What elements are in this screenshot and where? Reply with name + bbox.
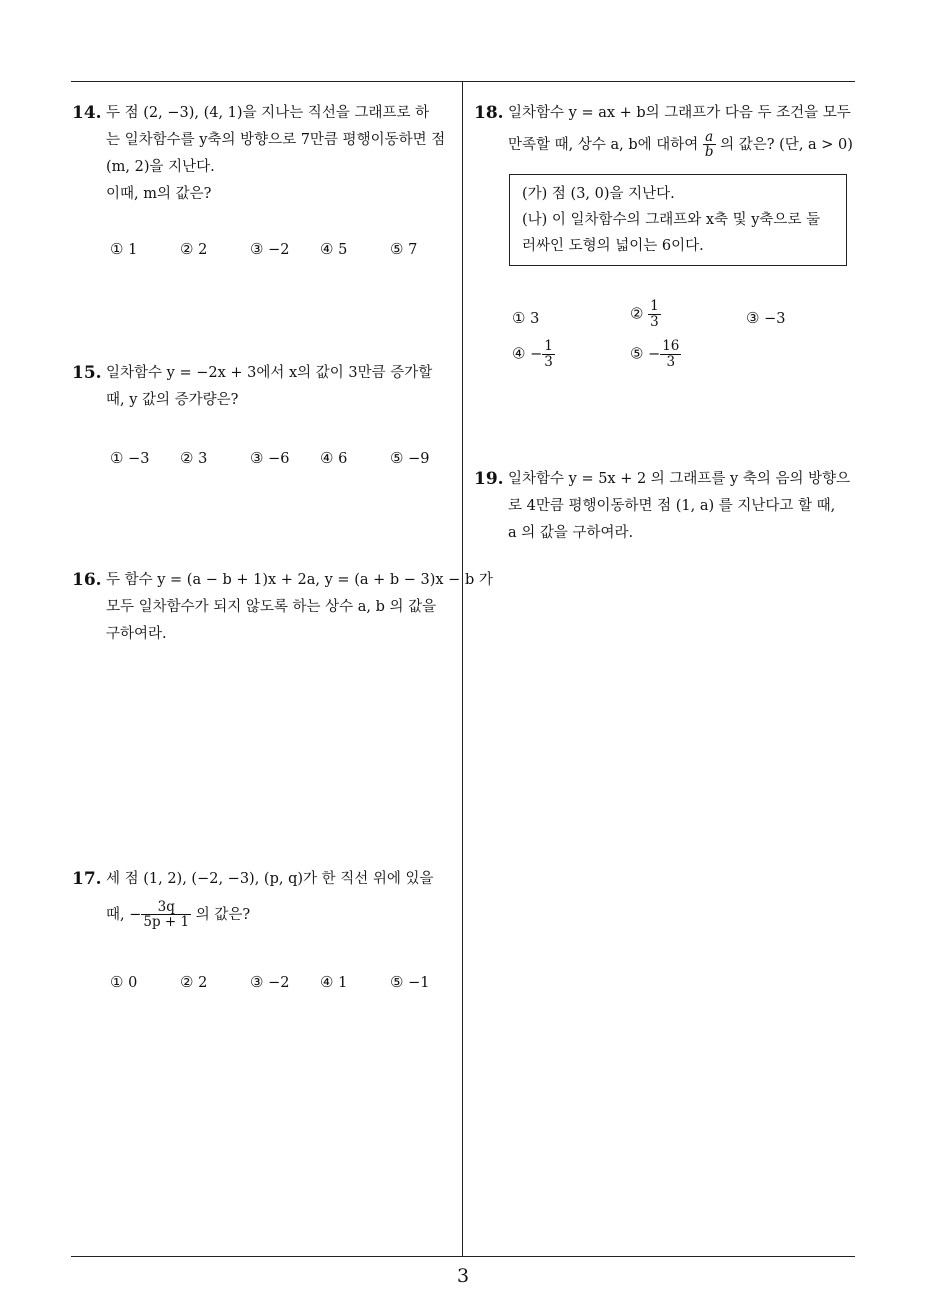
choice-1[interactable]: ① 0 [110,973,138,991]
problem-number: 17. [72,869,102,889]
problem-line: 이때, m의 값은? [106,186,212,202]
choice-5[interactable]: ⑤ −9 [390,449,430,467]
problem-line: 는 일차함수를 y축의 방향으로 7만큼 평행이동하면 점 [106,132,446,148]
problem-19 [474,466,864,547]
column-divider [462,82,463,1257]
fraction: $\frac{a}{b}$ [704,128,714,160]
problem-number: 14. [72,103,102,123]
choice-5[interactable]: ⑤ −1 [390,973,430,991]
fraction: $\frac{16}{3}$ [662,338,680,370]
fraction: $\frac{1}{3}$ [544,338,553,370]
problem-line: 만족할 때, 상수 a, b에 대하여 $\frac{a}{b}$ 의 값은? (단, a > 0) [508,128,853,160]
problem-line: a 의 값을 구하여라. [508,525,634,541]
choice-3[interactable]: ③ −3 [746,309,786,327]
choice-3[interactable]: ③ −6 [250,449,290,467]
choice-4[interactable]: ④ − $\frac{1}{3}$ [512,338,553,370]
bottom-rule [71,1256,855,1257]
problem-line: 구하여라. [106,626,167,642]
problem-line: 일차함수 y = 5x + 2 의 그래프를 y 축의 음의 방향으 [508,471,851,487]
fraction: $\frac{1}{3}$ [650,298,659,330]
conditions-box [509,174,847,266]
problem-line: 로 4만큼 평행이동하면 점 (1, a) 를 지난다고 할 때, [508,498,836,514]
choice-2[interactable]: ② 3 [180,449,208,467]
fraction: $\frac{3q}{5p + 1}$ [143,898,190,930]
problem-17 [72,866,462,935]
problem-line: 일차함수 y = −2x + 3에서 x의 값이 3만큼 증가할 [106,365,433,381]
problem-number: 16. [72,570,102,590]
page-number: 3 [456,1265,470,1287]
choice-4[interactable]: ④ 6 [320,449,348,467]
problem-15 [72,360,462,414]
problem-number: 18. [474,103,504,123]
problem-line: 모두 일차함수가 되지 않도록 하는 상수 a, b 의 값을 [106,599,437,615]
choice-1[interactable]: ① 3 [512,309,540,327]
choice-2[interactable]: ② $\frac{1}{3}$ [630,298,659,330]
condition-na: (나) 이 일차함수의 그래프와 x축 및 y축으로 둘 [522,212,821,228]
top-rule [71,81,855,82]
problem-line: 때, y 값의 증가량은? [106,392,239,408]
problem-line: 때, − $\frac{3q}{5p + 1}$ 의 값은? [106,898,251,930]
problem-number: 19. [474,469,504,489]
choice-4[interactable]: ④ 1 [320,973,348,991]
problem-18 [474,100,864,163]
problem-line: 두 점 (2, −3), (4, 1)을 지나는 직선을 그래프로 하 [106,105,430,121]
condition-na-cont: 러싸인 도형의 넓이는 6이다. [522,238,704,254]
choice-4[interactable]: ④ 5 [320,240,348,258]
problem-line: 두 함수 y = (a − b + 1)x + 2a, y = (a + b − 3)x − b 가 [106,572,493,588]
choice-2[interactable]: ② 2 [180,973,208,991]
choice-3[interactable]: ③ −2 [250,240,290,258]
choice-1[interactable]: ① 1 [110,240,138,258]
choices-18 [512,300,842,380]
problem-line: 세 점 (1, 2), (−2, −3), (p, q)가 한 직선 위에 있을 [106,871,434,887]
choice-1[interactable]: ① −3 [110,449,150,467]
condition-ga: (가) 점 (3, 0)을 지난다. [522,186,675,202]
choice-5[interactable]: ⑤ 7 [390,240,418,258]
choice-3[interactable]: ③ −2 [250,973,290,991]
problem-line: 일차함수 y = ax + b의 그래프가 다음 두 조건을 모두 [508,105,851,121]
choice-5[interactable]: ⑤ − $\frac{16}{3}$ [630,338,680,370]
problem-line: (m, 2)을 지난다. [106,159,215,175]
problem-16 [72,567,493,648]
problem-14 [72,100,462,208]
problem-number: 15. [72,363,102,383]
choice-2[interactable]: ② 2 [180,240,208,258]
